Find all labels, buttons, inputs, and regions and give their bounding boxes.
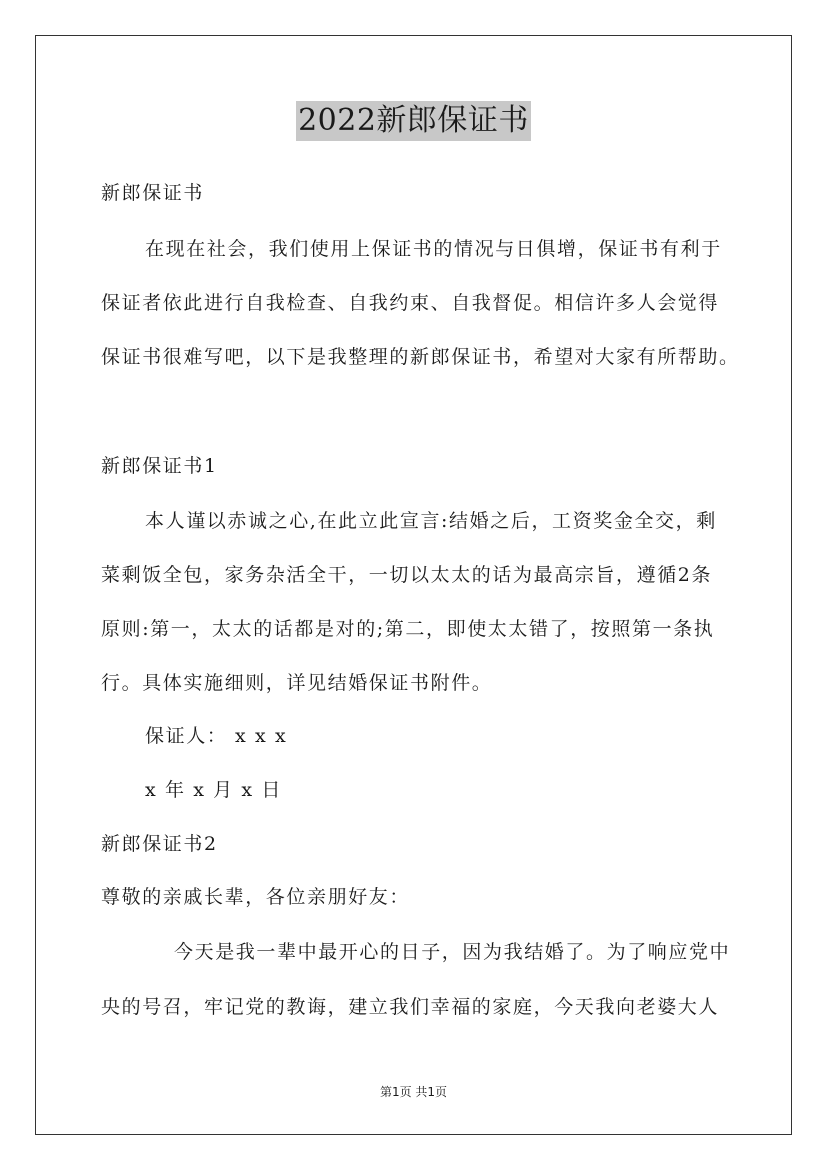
- page-footer: 第1页 共1页: [379, 1085, 448, 1099]
- paragraph-line: 今天是我一辈中最开心的日子，因为我结婚了。为了响应党中: [174, 941, 731, 963]
- title-container: [0, 101, 827, 141]
- paragraph-line: 本人谨以赤诚之心,在此立此宣言:结婚之后，工资奖金全交，剩: [145, 510, 717, 532]
- date-line: x 年 x 月 x 日: [145, 779, 282, 801]
- paragraph-line: 央的号召，牢记党的教诲，建立我们幸福的家庭，今天我向老婆大人: [101, 996, 720, 1018]
- paragraph-line: 在现在社会，我们使用上保证书的情况与日俱增，保证书有利于: [145, 238, 722, 260]
- document-title: 2022新郎保证书: [296, 101, 531, 141]
- paragraph-line: 行。具体实施细则，详见结婚保证书附件。: [101, 672, 493, 694]
- salutation-line: 尊敬的亲戚长辈，各位亲朋好友：: [101, 886, 411, 908]
- section-heading-intro: 新郎保证书: [101, 182, 205, 204]
- paragraph-line: 保证书很难写吧，以下是我整理的新郎保证书，希望对大家有所帮助。: [101, 346, 740, 368]
- paragraph-line: 菜剩饭全包，家务杂活全干，一切以太太的话为最高宗旨，遵循2条: [101, 564, 713, 586]
- section-heading-1: 新郎保证书1: [101, 455, 218, 477]
- paragraph-line: 原则:第一，太太的话都是对的;第二，即使太太错了，按照第一条执: [101, 618, 715, 640]
- paragraph-line: 保证者依此进行自我检查、自我约束、自我督促。相信许多人会觉得: [101, 292, 720, 314]
- section-heading-2: 新郎保证书2: [101, 833, 218, 855]
- guarantor-line: 保证人： x x x: [145, 725, 288, 747]
